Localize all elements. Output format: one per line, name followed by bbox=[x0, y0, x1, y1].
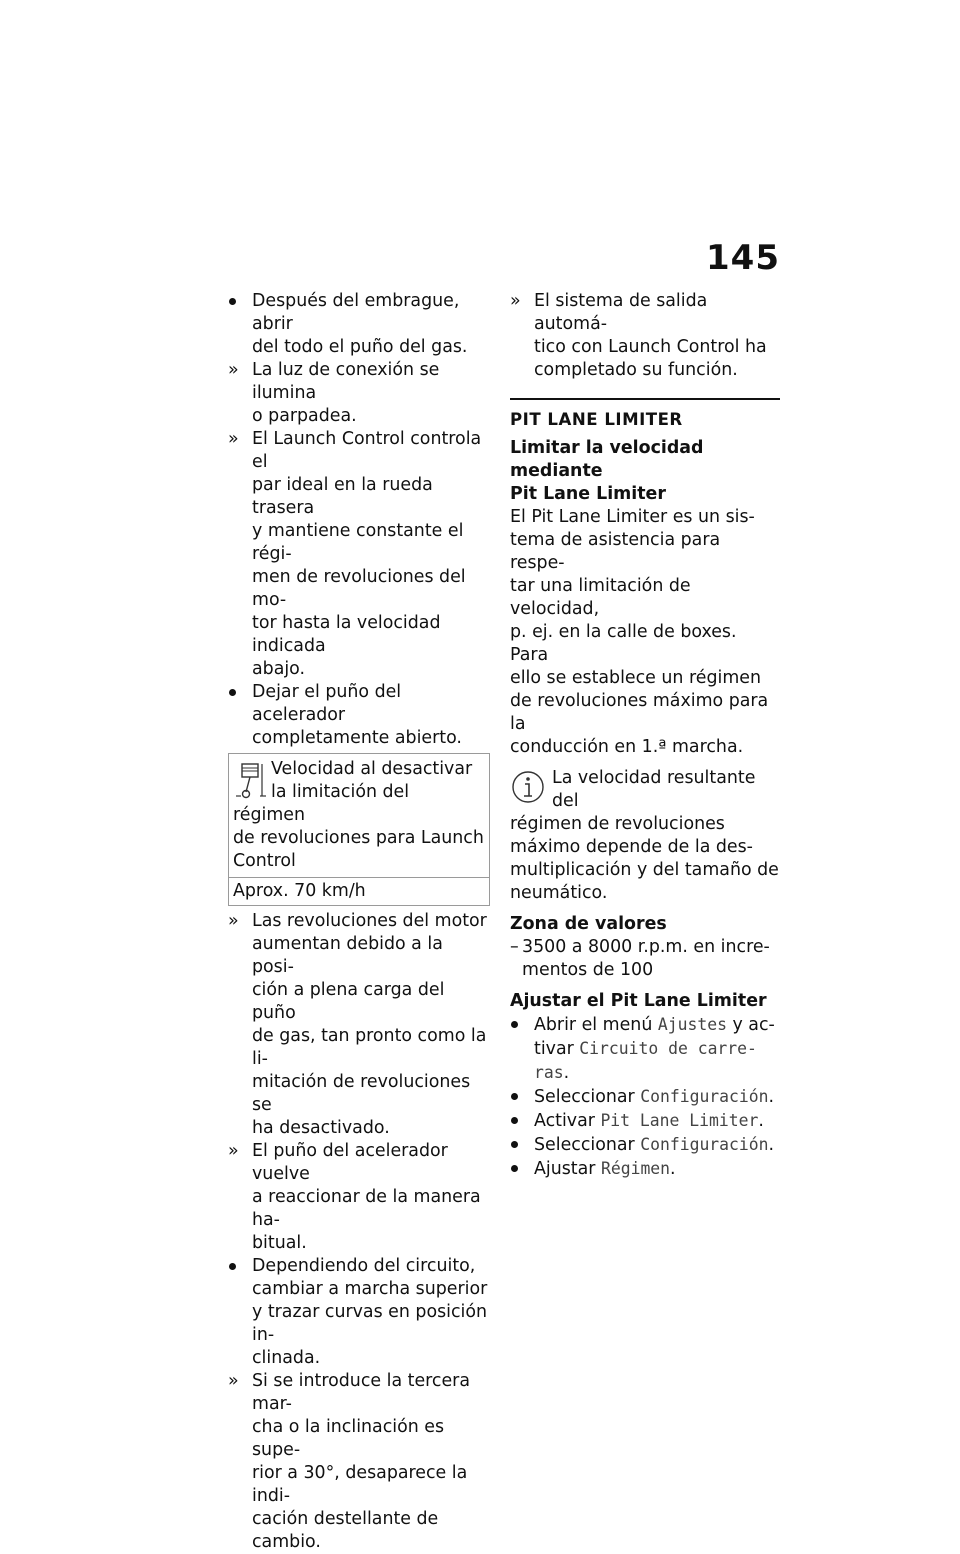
bullet-icon bbox=[510, 1013, 532, 1036]
info-icon bbox=[510, 769, 546, 805]
text-line: El Launch Control controla el bbox=[252, 429, 482, 472]
text-line: la limitación del régimen bbox=[233, 782, 410, 825]
subheading: Zona de valores bbox=[510, 914, 667, 934]
left-column bbox=[228, 290, 490, 1554]
text-line: 3500 a 8000 r.p.m. en incre- bbox=[522, 937, 770, 957]
text-line: clinada. bbox=[252, 1348, 321, 1368]
text-line: Dejar el puño del acelerador bbox=[252, 682, 402, 725]
menu-label: Ajustes bbox=[657, 1015, 727, 1034]
bullet-icon bbox=[510, 1085, 532, 1108]
spec-box bbox=[228, 753, 490, 906]
bullet-icon bbox=[510, 1109, 532, 1132]
bullet-icon bbox=[510, 1133, 532, 1156]
text-line: Dependiendo del circuito, bbox=[252, 1256, 476, 1276]
text-line: mitación de revoluciones se bbox=[252, 1072, 471, 1115]
result-marker: » bbox=[510, 291, 521, 311]
result-marker: » bbox=[228, 1141, 239, 1161]
result-item bbox=[228, 910, 490, 1140]
right-column bbox=[510, 290, 780, 1181]
text-line: tor hasta la velocidad indicada bbox=[252, 613, 441, 656]
section-divider bbox=[510, 398, 780, 400]
page-number: 145 bbox=[706, 238, 780, 278]
menu-label: Configuración bbox=[640, 1135, 769, 1154]
piston-icon bbox=[233, 758, 267, 802]
result-item bbox=[510, 290, 780, 382]
text-line: conducción en 1.ª marcha. bbox=[510, 737, 744, 757]
text-line: El Pit Lane Limiter es un sis- bbox=[510, 507, 755, 527]
menu-label: Régimen bbox=[600, 1159, 671, 1178]
text-line: cha o la inclinación es supe- bbox=[252, 1417, 445, 1460]
text-fragment: . bbox=[670, 1159, 676, 1179]
text-line: cación destellante de cambio. bbox=[252, 1509, 439, 1552]
text-line: cambiar a marcha superior bbox=[252, 1279, 488, 1299]
result-marker: » bbox=[228, 911, 239, 931]
text-line: de gas, tan pronto como la li- bbox=[252, 1026, 487, 1069]
text-fragment: Seleccionar bbox=[534, 1087, 641, 1107]
text-line: rior a 30°, desaparece la indi- bbox=[252, 1463, 468, 1506]
text-line: del todo el puño del gas. bbox=[252, 337, 468, 357]
text-fragment: Ajustar bbox=[534, 1159, 601, 1179]
text-line: La velocidad resultante del bbox=[552, 768, 756, 811]
text-line: Las revoluciones del motor bbox=[252, 911, 487, 931]
step-item bbox=[510, 1013, 780, 1085]
info-note bbox=[510, 767, 780, 905]
spec-note bbox=[229, 754, 489, 877]
menu-label: Configuración bbox=[640, 1087, 769, 1106]
result-item bbox=[228, 428, 490, 681]
bullet-icon bbox=[228, 681, 250, 704]
text-line: ello se establece un régimen bbox=[510, 668, 761, 688]
spec-value: Aprox. 70 km/h bbox=[229, 877, 489, 905]
text-line: Pit Lane Limiter bbox=[510, 484, 666, 504]
text-fragment: . bbox=[563, 1063, 570, 1083]
text-line: par ideal en la rueda trasera bbox=[252, 475, 433, 518]
text-line: ha desactivado. bbox=[252, 1118, 390, 1138]
text-line: aumentan debido a la posi- bbox=[252, 934, 443, 977]
paragraph bbox=[510, 506, 780, 759]
text-fragment: Seleccionar bbox=[534, 1135, 641, 1155]
text-fragment: y ac- bbox=[726, 1015, 775, 1035]
step-item bbox=[228, 1255, 490, 1370]
text-line: neumático. bbox=[510, 883, 608, 903]
step-item bbox=[510, 1157, 780, 1181]
result-item bbox=[228, 1370, 490, 1554]
value-range bbox=[510, 936, 780, 982]
text-line: de revoluciones para Launch bbox=[233, 828, 484, 848]
bullet-icon bbox=[228, 290, 250, 313]
text-line: tema de asistencia para respe- bbox=[510, 530, 721, 573]
menu-label: Circuito de carre- bbox=[579, 1039, 757, 1058]
text-line: p. ej. en la calle de boxes. Para bbox=[510, 622, 737, 665]
step-item bbox=[228, 290, 490, 359]
text-line: bitual. bbox=[252, 1233, 307, 1253]
text-line: La luz de conexión se ilumina bbox=[252, 360, 440, 403]
text-line: o parpadea. bbox=[252, 406, 357, 426]
result-marker: » bbox=[228, 1371, 239, 1391]
text-line: completado su función. bbox=[534, 360, 738, 380]
text-line: tar una limitación de velocidad, bbox=[510, 576, 691, 619]
text-fragment: . bbox=[768, 1135, 775, 1155]
text-line: Limitar la velocidad mediante bbox=[510, 438, 704, 481]
text-fragment: . bbox=[768, 1087, 775, 1107]
menu-label: Pit Lane Limiter bbox=[600, 1111, 759, 1130]
subheading bbox=[510, 437, 780, 506]
text-line: multiplicación y del tamaño de bbox=[510, 860, 779, 880]
text-line: Control bbox=[233, 851, 296, 871]
text-fragment: Abrir el menú bbox=[534, 1015, 658, 1035]
step-item bbox=[510, 1133, 780, 1157]
dash-marker: – bbox=[510, 937, 519, 957]
result-marker: » bbox=[228, 360, 239, 380]
result-item bbox=[228, 1140, 490, 1255]
bullet-icon bbox=[228, 1255, 250, 1278]
text-line: a reaccionar de la manera ha- bbox=[252, 1187, 481, 1230]
text-line: completamente abierto. bbox=[252, 728, 462, 748]
section-title: PIT LANE LIMITER bbox=[510, 410, 683, 429]
text-fragment: . bbox=[758, 1111, 764, 1131]
result-item bbox=[228, 359, 490, 428]
result-marker: » bbox=[228, 429, 239, 449]
text-line: y mantiene constante el régi- bbox=[252, 521, 464, 564]
menu-label: ras bbox=[534, 1063, 564, 1082]
step-item bbox=[510, 1085, 780, 1109]
text-line: máximo depende de la des- bbox=[510, 837, 753, 857]
text-line: El puño del acelerador vuelve bbox=[252, 1141, 448, 1184]
subheading: Ajustar el Pit Lane Limiter bbox=[510, 991, 767, 1011]
text-line: régimen de revoluciones bbox=[510, 814, 725, 834]
text-line: de revoluciones máximo para la bbox=[510, 691, 769, 734]
text-fragment: Activar bbox=[534, 1111, 601, 1131]
text-line: ción a plena carga del puño bbox=[252, 980, 445, 1023]
step-item bbox=[510, 1109, 780, 1133]
text-line: abajo. bbox=[252, 659, 306, 679]
bullet-icon bbox=[510, 1157, 532, 1180]
text-line: El sistema de salida automá- bbox=[534, 291, 708, 334]
text-line: mentos de 100 bbox=[522, 960, 654, 980]
text-line: men de revoluciones del mo- bbox=[252, 567, 466, 610]
text-line: Si se introduce la tercera mar- bbox=[252, 1371, 470, 1414]
step-item bbox=[228, 681, 490, 750]
text-fragment: tivar bbox=[534, 1039, 580, 1059]
text-line: Velocidad al desactivar bbox=[271, 759, 473, 779]
text-line: Después del embrague, abrir bbox=[252, 291, 460, 334]
text-line: tico con Launch Control ha bbox=[534, 337, 767, 357]
text-line: y trazar curvas en posición in- bbox=[252, 1302, 488, 1345]
